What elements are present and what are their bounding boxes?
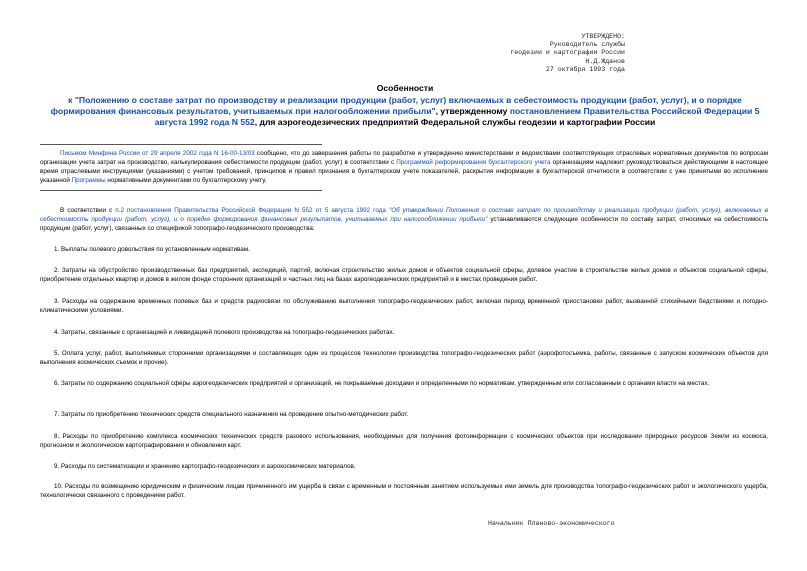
list-item: 6. Затраты по содержанию социальной сферы аэрогеодезических предприятий и организаций, не покрываемые доходами и определенными по нормативам, утвержденным или согласованным с органами власти на местах. [54,380,710,387]
note-text-2: организациям надлежит руководствоваться действующими в настоящее время отраслевыми инструкциями (указаниями) с учетом требований, принципов и правил признания в бухгалтерском учете показателей, раскрытия информации в бухгалтерской отчетности в соответствии с уже принятыми во исполнение указанной [40,159,768,184]
list-item: 1. Выплаты полевого довольствия по установленным нормативам. [54,246,250,253]
approval-date: 27 октября 1993 года [545,65,625,73]
approval-stamp [497,33,625,74]
title-mid-text: , утвержденному [435,106,510,116]
approver-organization: геодезии и картографии России [510,49,625,57]
list-item: 3. Расходы на содержание временных полевых баз и средств радиосвязи по обслуживанию выполнения топографо-геодезических работ, включая период временной приостановки работ, вызванной стихийными бедствиями и погодно-климатическими условиями. [40,298,768,314]
list-item: 8. Расходы по приобретению комплекса космических технических средств разового использования, необходимых для получения фотоинформации с космических объектов при исследовании природных ресурсов Земли из космоса, прогнозном и экологическом картографировании и обновлении карт. [40,433,768,449]
minfin-letter-link[interactable]: Письмом Минфина России от 29 апреля 2002 года N 16-00-13/03 [60,150,255,157]
list-item: 5. Оплата услуг, работ, выполняемых сторонними организациями и составляющих один из процессов технологии производства топографо-геодезических работ (аэрофотосъемка, работы, связанные с запуском космических объектов для выполнения космических съемок и прочие). [40,350,768,366]
document-title [40,83,770,128]
title-tail-text: , для аэрогеодезических предприятий Федеральной службы геодезии и картографии России [254,117,656,127]
note-bottom-divider [40,190,322,191]
note-top-divider [40,144,322,145]
note-text-3: нормативными документами по бухгалтерскому учету. [105,177,267,184]
approval-label: УТВЕРЖДЕНО: [581,33,625,40]
list-item: 7. Затраты по приобретению технических средств специального назначения на проведение опытно-методических работ. [54,411,409,418]
note-text-1: сообщено, что до завершения работы по разработке и утверждению министерствами и ведомствами соответствующих отраслевых нормативных документов по вопросам организации учета затрат на производство, калькулирования себестоимости продукции (работ, услуг) в соответствии с [40,150,768,166]
title-heading: Особенности [376,83,434,93]
list-item: 10. Расходы по возмещению юридическим и физическим лицам причиненного им ущерба в связи с временным и постоянным занятием используемых ими земель для производства топографо-геодезических работ и экологического ущерба, технологически связанного с проведением работ. [40,483,768,499]
list-item: 2. Затраты на обустройство производственных баз предприятий, экспедиций, партий, включая строительство жилых домов и объектов социальной сферы, долевое участие в строительстве жилых домов и объектов социальной сферы, приобретение отдельных квартир и домов в жилом фонде сторонних организаций и частных лиц на базах аэрогеодезических предприятий и в местах проведения работ. [40,267,768,283]
intro-paragraph [40,206,768,233]
program-link[interactable]: Программы [71,177,106,184]
resolution-clause-link[interactable]: п.2 постановления Правительства Российской Федерации N 552 от 5 августа 1992 года [115,207,386,214]
approver-position: Руководитель службы [549,41,625,49]
regulation-approval-link[interactable]: "Об утверждении Положения о составе затрат по производству и реализации продукции (работ, услуг), включаемых в себестоимость продукции (работ, услуг), и о порядке формирования финансовых результатов, учитываемых при налогообложении прибыли" [40,207,768,223]
title-regulation-link[interactable]: к "Положению о составе затрат по производству и реализации продукции (работ, услуг) включаемых в себестоимость продукции (работ, услуг), и о порядке формирования финансовых результатов, учитываемых при налогообложении прибыли" [50,95,742,116]
note-paragraph [40,149,768,185]
approver-name: Н.Д.Жданов [585,57,625,65]
title-resolution-link[interactable]: постановлением Правительства Российской Федерации 5 августа 1992 года N 552 [154,106,760,127]
intro-text-1: В соответствии с [60,207,116,214]
footer-signature: Начальник Планово-экономического [488,520,615,527]
intro-text-2: устанавливаются следующие особенности по составу затрат, относимых на себестоимость продукции (работ, услуг), связанных со спецификой топографо-геодезического производства: [40,216,768,232]
reform-program-link[interactable]: Программой реформирования бухгалтерского учета [396,159,551,166]
list-item: 4. Затраты, связанные с организацией и ликвидацией полевого производства на топографо-геодезических работах. [54,329,395,336]
list-item: 9. Расходы по систематизации и хранению картографо-геодезических и аэрокосмических материалов. [54,463,356,470]
